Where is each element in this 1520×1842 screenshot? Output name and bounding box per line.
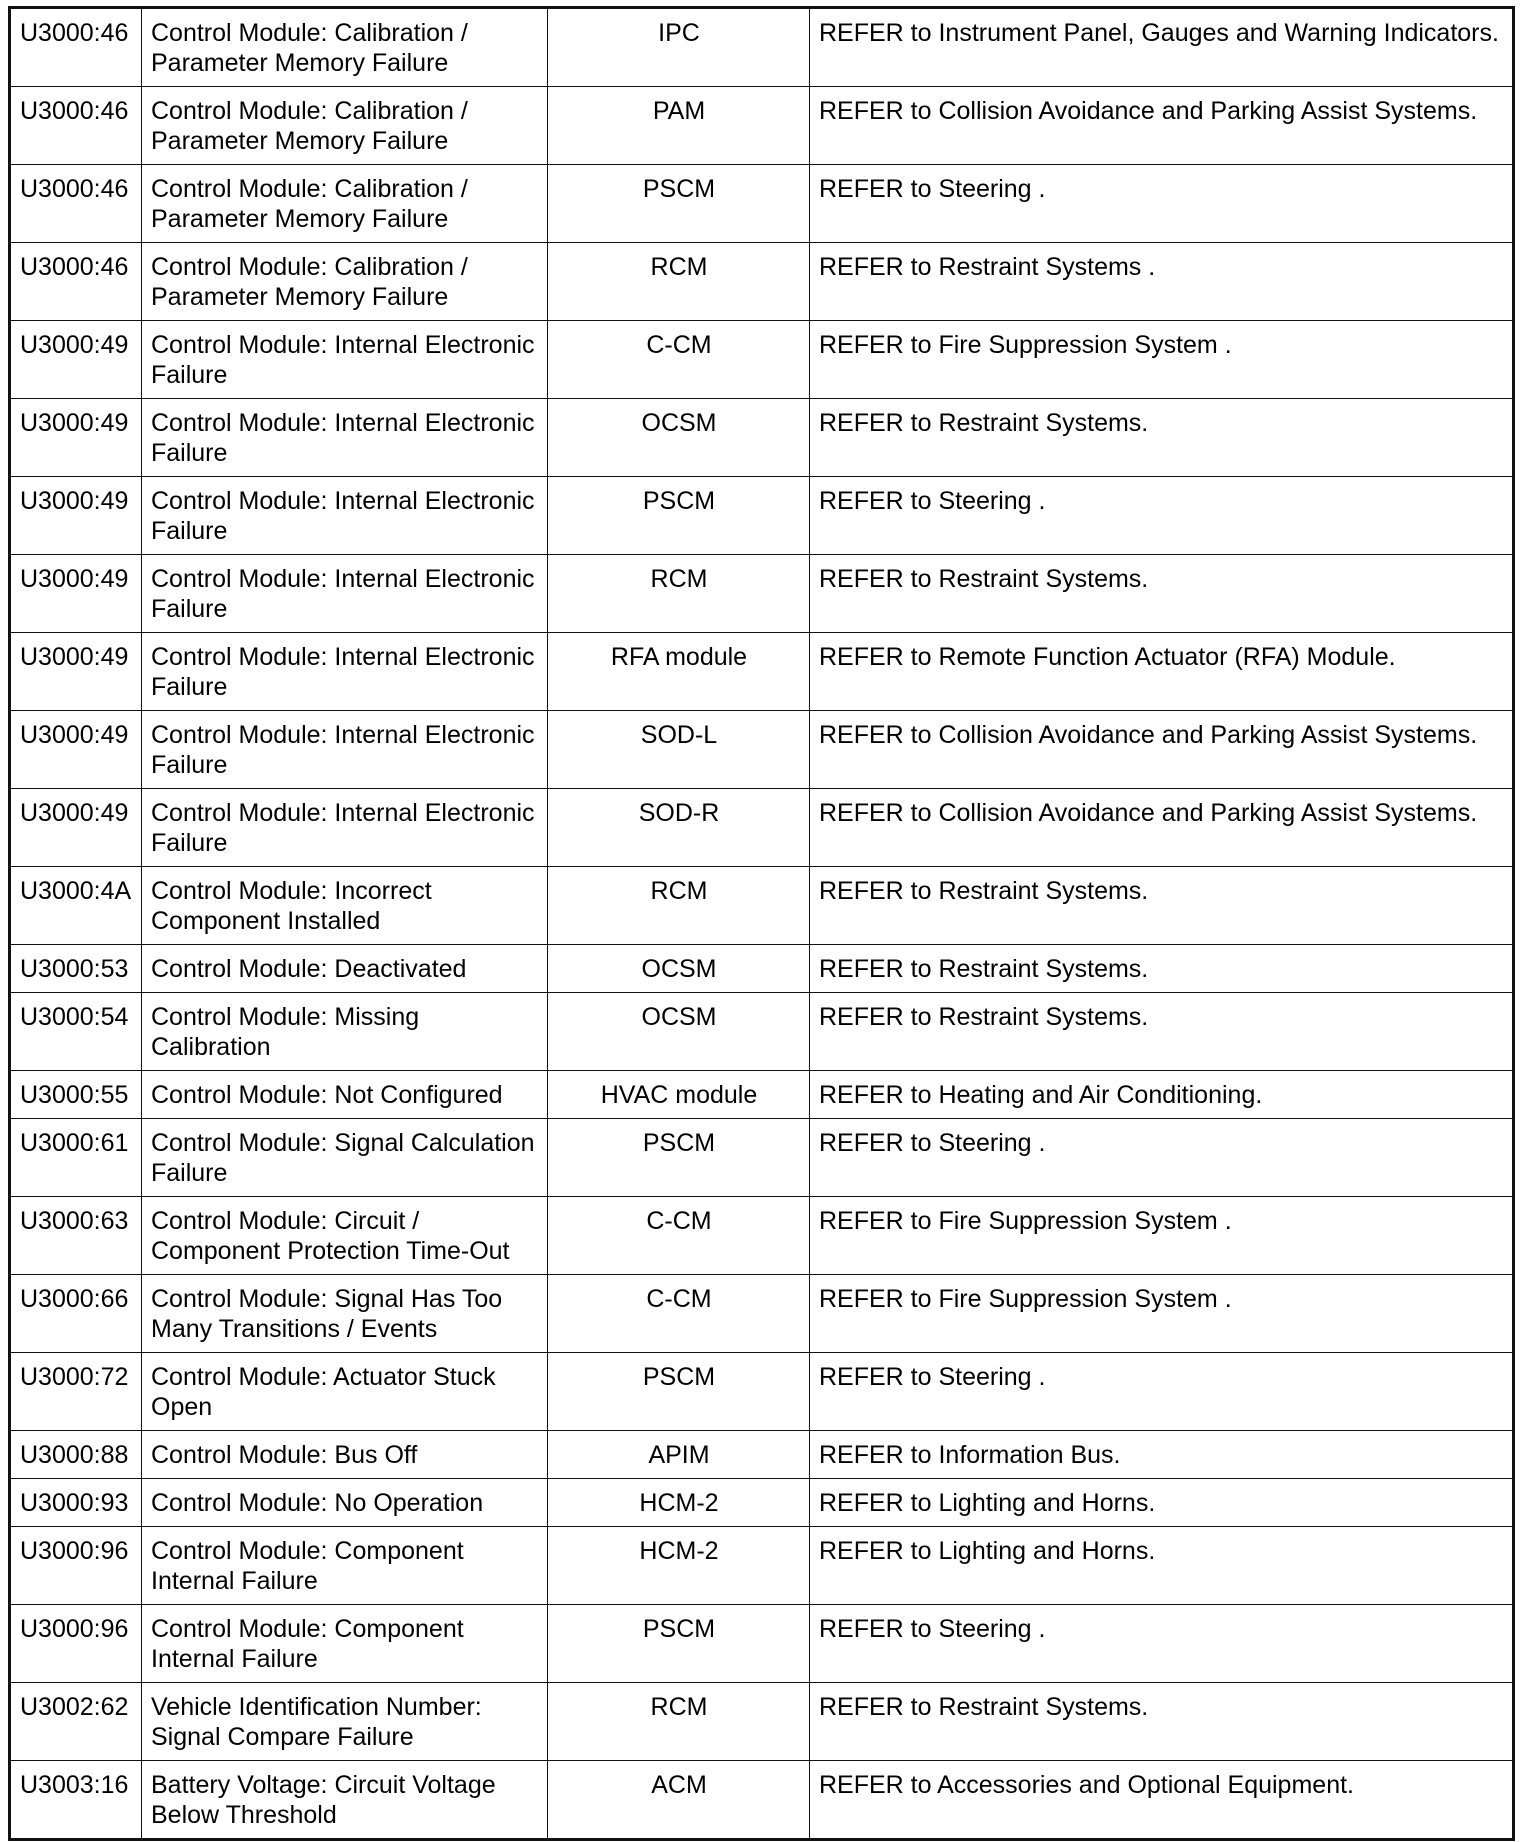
table-row (10, 1197, 1514, 1275)
dtc-code-cell: U3000:88 (10, 1431, 142, 1479)
dtc-description-cell: Control Module: Internal Electronic Failure (142, 633, 548, 711)
table-row (10, 867, 1514, 945)
dtc-description-cell: Control Module: Signal Has Too Many Transitions / Events (142, 1275, 548, 1353)
dtc-code-cell: U3000:66 (10, 1275, 142, 1353)
dtc-code-cell: U3000:49 (10, 789, 142, 867)
table-row (10, 399, 1514, 477)
action-cell: REFER to Restraint Systems. (810, 555, 1514, 633)
module-cell: HCM-2 (548, 1527, 810, 1605)
dtc-table (8, 6, 1515, 1841)
dtc-code-cell: U3000:46 (10, 8, 142, 87)
action-cell: REFER to Fire Suppression System . (810, 1275, 1514, 1353)
table-row (10, 1761, 1514, 1840)
module-cell: SOD-R (548, 789, 810, 867)
dtc-description-cell: Control Module: Internal Electronic Failure (142, 555, 548, 633)
module-cell: HVAC module (548, 1071, 810, 1119)
dtc-code-cell: U3000:49 (10, 555, 142, 633)
action-cell: REFER to Steering . (810, 1353, 1514, 1431)
table-row (10, 1683, 1514, 1761)
dtc-description-cell: Control Module: Calibration / Parameter Memory Failure (142, 243, 548, 321)
table-row (10, 87, 1514, 165)
dtc-description-cell: Control Module: Internal Electronic Failure (142, 321, 548, 399)
action-cell: REFER to Remote Function Actuator (RFA) Module. (810, 633, 1514, 711)
dtc-description-cell: Control Module: Bus Off (142, 1431, 548, 1479)
table-row (10, 1479, 1514, 1527)
table-row (10, 8, 1514, 87)
table-row (10, 321, 1514, 399)
dtc-code-cell: U3000:96 (10, 1527, 142, 1605)
module-cell: C-CM (548, 1275, 810, 1353)
table-row (10, 1353, 1514, 1431)
module-cell: APIM (548, 1431, 810, 1479)
dtc-code-cell: U3000:63 (10, 1197, 142, 1275)
table-row (10, 789, 1514, 867)
dtc-description-cell: Control Module: Internal Electronic Failure (142, 711, 548, 789)
action-cell: REFER to Steering . (810, 1119, 1514, 1197)
dtc-code-cell: U3000:49 (10, 321, 142, 399)
module-cell: PSCM (548, 477, 810, 555)
module-cell: PAM (548, 87, 810, 165)
dtc-code-cell: U3000:49 (10, 711, 142, 789)
dtc-description-cell: Control Module: Deactivated (142, 945, 548, 993)
table-row (10, 1071, 1514, 1119)
action-cell: REFER to Accessories and Optional Equipment. (810, 1761, 1514, 1840)
action-cell: REFER to Lighting and Horns. (810, 1527, 1514, 1605)
table-row (10, 555, 1514, 633)
module-cell: IPC (548, 8, 810, 87)
dtc-code-cell: U3000:46 (10, 243, 142, 321)
module-cell: RCM (548, 243, 810, 321)
dtc-description-cell: Control Module: Internal Electronic Failure (142, 789, 548, 867)
table-row (10, 243, 1514, 321)
module-cell: SOD-L (548, 711, 810, 789)
module-cell: ACM (548, 1761, 810, 1840)
dtc-code-cell: U3003:16 (10, 1761, 142, 1840)
table-row (10, 1119, 1514, 1197)
module-cell: PSCM (548, 1605, 810, 1683)
module-cell: HCM-2 (548, 1479, 810, 1527)
dtc-description-cell: Control Module: Signal Calculation Failure (142, 1119, 548, 1197)
action-cell: REFER to Information Bus. (810, 1431, 1514, 1479)
dtc-code-cell: U3000:55 (10, 1071, 142, 1119)
dtc-code-cell: U3000:49 (10, 399, 142, 477)
action-cell: REFER to Fire Suppression System . (810, 321, 1514, 399)
action-cell: REFER to Lighting and Horns. (810, 1479, 1514, 1527)
dtc-description-cell: Control Module: Internal Electronic Failure (142, 477, 548, 555)
dtc-table-body (10, 8, 1514, 1840)
dtc-code-cell: U3000:72 (10, 1353, 142, 1431)
action-cell: REFER to Restraint Systems. (810, 867, 1514, 945)
module-cell: PSCM (548, 1119, 810, 1197)
module-cell: C-CM (548, 1197, 810, 1275)
module-cell: RFA module (548, 633, 810, 711)
dtc-description-cell: Control Module: Internal Electronic Failure (142, 399, 548, 477)
dtc-description-cell: Battery Voltage: Circuit Voltage Below Threshold (142, 1761, 548, 1840)
module-cell: RCM (548, 1683, 810, 1761)
dtc-code-cell: U3000:46 (10, 165, 142, 243)
dtc-description-cell: Vehicle Identification Number: Signal Compare Failure (142, 1683, 548, 1761)
action-cell: REFER to Restraint Systems. (810, 945, 1514, 993)
table-row (10, 165, 1514, 243)
table-row (10, 633, 1514, 711)
table-row (10, 945, 1514, 993)
dtc-description-cell: Control Module: Incorrect Component Installed (142, 867, 548, 945)
module-cell: RCM (548, 555, 810, 633)
action-cell: REFER to Steering . (810, 477, 1514, 555)
dtc-description-cell: Control Module: Calibration / Parameter Memory Failure (142, 8, 548, 87)
dtc-code-cell: U3000:46 (10, 87, 142, 165)
dtc-description-cell: Control Module: Circuit / Component Protection Time-Out (142, 1197, 548, 1275)
module-cell: C-CM (548, 321, 810, 399)
action-cell: REFER to Restraint Systems. (810, 993, 1514, 1071)
table-row (10, 477, 1514, 555)
module-cell: RCM (548, 867, 810, 945)
action-cell: REFER to Restraint Systems. (810, 399, 1514, 477)
dtc-code-cell: U3000:49 (10, 633, 142, 711)
dtc-description-cell: Control Module: Missing Calibration (142, 993, 548, 1071)
table-row (10, 993, 1514, 1071)
dtc-code-cell: U3000:96 (10, 1605, 142, 1683)
action-cell: REFER to Steering . (810, 165, 1514, 243)
dtc-code-cell: U3000:4A (10, 867, 142, 945)
table-row (10, 1275, 1514, 1353)
module-cell: OCSM (548, 945, 810, 993)
table-row (10, 1431, 1514, 1479)
table-row (10, 1605, 1514, 1683)
action-cell: REFER to Collision Avoidance and Parking Assist Systems. (810, 711, 1514, 789)
dtc-description-cell: Control Module: Component Internal Failure (142, 1605, 548, 1683)
action-cell: REFER to Restraint Systems. (810, 1683, 1514, 1761)
dtc-description-cell: Control Module: Not Configured (142, 1071, 548, 1119)
module-cell: PSCM (548, 1353, 810, 1431)
dtc-code-cell: U3000:93 (10, 1479, 142, 1527)
action-cell: REFER to Collision Avoidance and Parking Assist Systems. (810, 87, 1514, 165)
dtc-description-cell: Control Module: Calibration / Parameter Memory Failure (142, 87, 548, 165)
dtc-code-cell: U3000:53 (10, 945, 142, 993)
action-cell: REFER to Fire Suppression System . (810, 1197, 1514, 1275)
table-row (10, 711, 1514, 789)
dtc-description-cell: Control Module: No Operation (142, 1479, 548, 1527)
table-row (10, 1527, 1514, 1605)
dtc-description-cell: Control Module: Actuator Stuck Open (142, 1353, 548, 1431)
dtc-code-cell: U3000:54 (10, 993, 142, 1071)
dtc-code-cell: U3002:62 (10, 1683, 142, 1761)
dtc-code-cell: U3000:49 (10, 477, 142, 555)
module-cell: OCSM (548, 399, 810, 477)
module-cell: OCSM (548, 993, 810, 1071)
action-cell: REFER to Steering . (810, 1605, 1514, 1683)
dtc-description-cell: Control Module: Calibration / Parameter Memory Failure (142, 165, 548, 243)
action-cell: REFER to Heating and Air Conditioning. (810, 1071, 1514, 1119)
module-cell: PSCM (548, 165, 810, 243)
dtc-description-cell: Control Module: Component Internal Failure (142, 1527, 548, 1605)
action-cell: REFER to Collision Avoidance and Parking Assist Systems. (810, 789, 1514, 867)
action-cell: REFER to Instrument Panel, Gauges and Warning Indicators. (810, 8, 1514, 87)
dtc-code-cell: U3000:61 (10, 1119, 142, 1197)
action-cell: REFER to Restraint Systems . (810, 243, 1514, 321)
